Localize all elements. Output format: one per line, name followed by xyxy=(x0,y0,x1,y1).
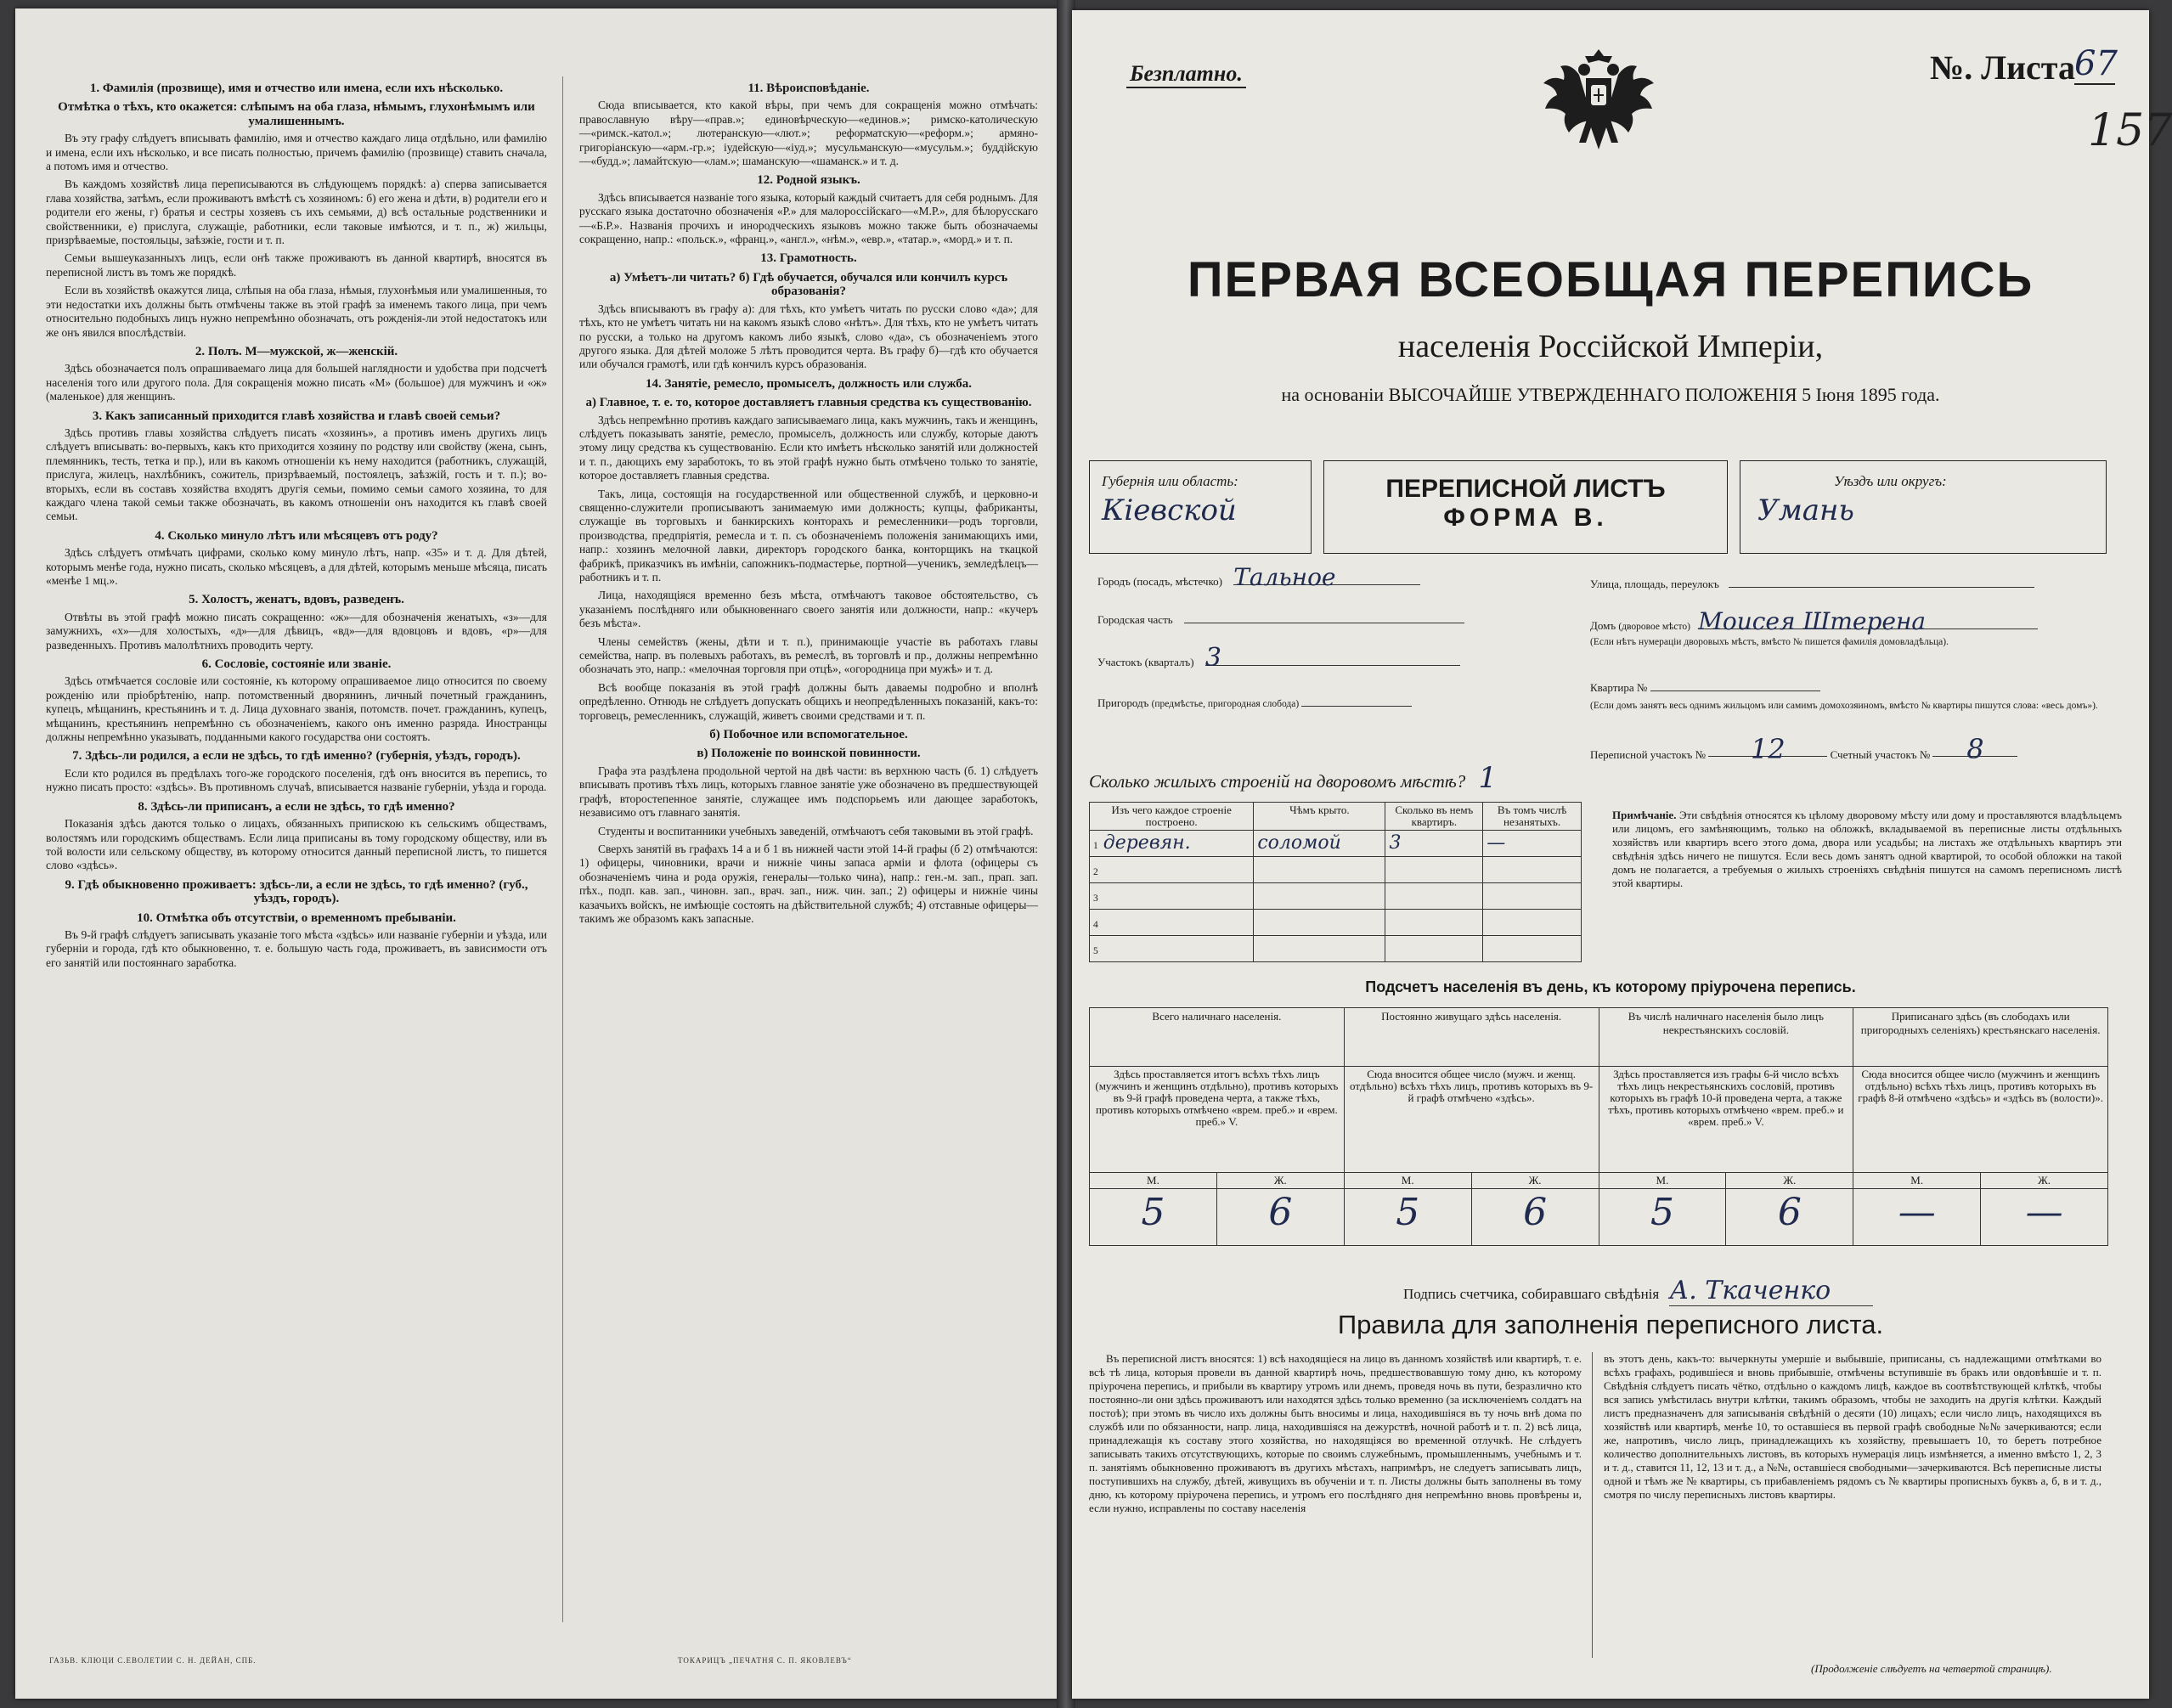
instruction-heading: Отмѣтка о тѣхъ, кто окажется: слѣпымъ на оба глаза, нѣмымъ, глухонѣмымъ или умалишеннымъ. xyxy=(58,100,535,128)
district-field xyxy=(1097,643,1539,673)
male-label: М. xyxy=(1599,1173,1726,1189)
instructions-column-2 xyxy=(579,76,1038,930)
instruction-paragraph: Здѣсь вписывается названіе того языка, который каждый считаетъ для себя роднымъ. Для русскаго языка достаточно обозначенія «Р.» для малороссійскаго—«М.Р.», для бѣлорусскаго—«Б.Р.». Названія прочихъ и инородческихъ языковъ можно также быть обозначаемы сокращенно, напр.: «польск.», «франц.», «англ.», «нѣм.», «евр.», «татар.», «морд.» и т. п. xyxy=(579,190,1038,246)
instruction-heading: 14. Занятіе, ремесло, промыселъ, должность или служба. xyxy=(645,376,973,391)
bld-roof-cell xyxy=(1254,910,1385,936)
bld-row-number: 5 xyxy=(1093,946,1098,956)
female-label: Ж. xyxy=(1726,1173,1853,1189)
instruction-heading: в) Положеніе по воинской повинности. xyxy=(697,747,921,761)
bld-empty-cell xyxy=(1483,910,1582,936)
bld-roof-handwritten: соломой xyxy=(1257,832,1341,854)
population-tally-table xyxy=(1089,1007,2108,1246)
male-count-handwritten: 5 xyxy=(1599,1189,1726,1246)
instruction-paragraph: Здѣсь противъ главы хозяйства слѣдуетъ писать «хозяинъ», а противъ именъ другихъ лицъ слѣдуетъ вписывать: во-первыхъ, какъ кто приходится хозяину по родству или свойству (жена, сынъ, племянникъ, тесть, тетка и пр.), или въ какомъ отношеніи къ нему находится (работникъ, служащій, прислуга, жилецъ, нахлѣбникъ, сожитель, призрѣваемый, постоялецъ, заѣзжій, гость и т. п.); во-вторыхъ, если въ составъ хозяйства входятъ другія семьи, помимо семьи самого хозяина, то для каждаго члена такой семьи также обозначать, въ какомъ отношеніи онъ находится къ главѣ своей семьи. xyxy=(46,426,547,523)
column-divider xyxy=(562,76,563,1622)
rules-title: Правила для заполненія переписного листа. xyxy=(1337,1310,1884,1339)
male-label: М. xyxy=(1853,1173,1981,1189)
suburb-field xyxy=(1097,696,1573,710)
buildings-row xyxy=(1090,883,1582,910)
form-title: ПЕРЕПИСНОЙ ЛИСТЪ xyxy=(1385,475,1666,503)
bld-material-cell xyxy=(1090,936,1254,962)
bld-empty-cell xyxy=(1483,936,1582,962)
bld-flats-cell xyxy=(1385,857,1483,883)
tally-column-heading: Приписанаго здѣсь (въ слободахъ или пригородныхъ селеніяхъ) крестьянскаго населенія. xyxy=(1853,1008,2108,1067)
city-part-label: Городская часть xyxy=(1097,613,1173,626)
census-district-label: Переписной участокъ № xyxy=(1590,748,1707,761)
house-field xyxy=(1590,607,2117,648)
street-field xyxy=(1590,578,2117,591)
tally-values-row xyxy=(1090,1189,2108,1246)
instruction-heading: 8. Здѣсь-ли приписанъ, а если не здѣсь, то гдѣ именно? xyxy=(138,799,455,814)
form-title-box xyxy=(1323,460,1728,554)
bld-roof-cell xyxy=(1254,857,1385,883)
gubernia-handwritten: Кіевской xyxy=(1102,493,1237,527)
gubernia-label: Губернія или область: xyxy=(1102,473,1238,489)
instruction-heading: 10. Отмѣтка объ отсутствіи, о временномъ пребываніи. xyxy=(137,910,456,925)
free-label: Безплатно. xyxy=(1126,61,1246,88)
street-label: Улица, площадь, переулокъ xyxy=(1590,578,1719,590)
instruction-paragraph: Сверхъ занятій въ графахъ 14 а и б 1 въ нижней части этой 14-й графы (б 2) отмѣчаются: 1) офицеры, чиновники, врачи и нижніе чины запаса арміи и флота (офицеры съ обозначеніемъ чина и рода оружія, генералы—только чина), напр.: ген.-м. зап., прап. зап. пѣх., подп. кав. зап., чиновн. зап., врач. зап., ниж. чин. зап.; 2) офицеры и нижніе чины казачьихъ войскъ, не имѣющіе состоять на дѣйствительной службѣ; 4) отставные офицеры—такимъ же образомъ какъ запасные. xyxy=(579,842,1038,925)
instruction-heading: а) Умѣетъ-ли читать? б) Гдѣ обучается, обучался или кончилъ курсъ образованія? xyxy=(609,270,1008,299)
tally-column-description: Здѣсь проставляется изъ графы 6-й число всѣхъ тѣхъ лицъ некрестьянскихъ сословій, противъ которыхъ въ графѣ 10-й проведена черта, а также тѣхъ, противъ которыхъ отмѣчено «врем. преб.» и «врем. преб.» V. xyxy=(1599,1067,1853,1173)
instruction-paragraph: Семьи вышеуказанныхъ лицъ, если онѣ также проживаютъ въ данной квартирѣ, вносятся въ переписной листъ въ томъ же порядкѣ. xyxy=(46,251,547,279)
buildings-question xyxy=(1089,761,1497,795)
apartment-field xyxy=(1590,681,2117,712)
instruction-heading: 9. Гдѣ обыкновенно проживаетъ: здѣсь-ли, а если не здѣсь, то гдѣ именно? (губ., уѣздъ, городъ). xyxy=(65,877,528,906)
instruction-heading: 12. Родной языкъ. xyxy=(757,173,860,188)
signature-label: Подпись счетчика, собиравшаго свѣдѣнія xyxy=(1403,1286,1660,1302)
instruction-paragraph: Студенты и воспитанники учебныхъ заведеній, отмѣчаютъ себя таковыми въ этой графѣ. xyxy=(598,824,1034,837)
instruction-paragraph: Лица, находящіяся временно безъ мѣста, отмѣчаютъ таковое обстоятельство, съ указаніемъ послѣдняго или обыкновеннаго своего занятія или должности, напр.: «кучеръ безъ мѣста». xyxy=(579,589,1038,630)
instruction-heading: 3. Какъ записанный приходится главѣ хозяйства и главѣ своей семьи? xyxy=(92,409,501,423)
census-district-handwritten: 12 xyxy=(1708,742,1827,757)
uezd-box xyxy=(1740,460,2107,554)
instruction-heading: 5. Холостъ, женатъ, вдовъ, разведенъ. xyxy=(189,593,404,607)
female-label: Ж. xyxy=(1216,1173,1344,1189)
gubernia-box xyxy=(1089,460,1312,554)
instruction-paragraph: Здѣсь вписываютъ въ графу а): для тѣхъ, кто умѣетъ читать по русски слово «да»; для тѣхъ, кто не умѣетъ читать ни на какомъ языкѣ слово «нѣтъ». Для тѣхъ, кто не умѣетъ читать по русски, а только на другомъ какомъ либо языкѣ, слово «да», съ обозначеніемъ этого другого языка. Для дѣтей моложе 5 лѣтъ проводится черта. Въ графу б)—гдѣ кто обучается или обучался грамотѣ, или гдѣ кончилъ курсъ образованія. xyxy=(579,302,1038,371)
sheet-number-label: №. Листа xyxy=(1930,48,2075,87)
buildings-table-header xyxy=(1090,803,1582,831)
female-count-handwritten: 6 xyxy=(1471,1189,1599,1246)
bld-material-cell xyxy=(1090,857,1254,883)
buildings-question-label: Сколько жилыхъ строеній на дворовомъ мѣстѣ? xyxy=(1089,771,1466,792)
city-field xyxy=(1097,563,1539,591)
bld-row-number: 2 xyxy=(1093,867,1098,877)
bld-flats-cell xyxy=(1385,831,1483,857)
bld-header-roof: Чѣмъ крыто. xyxy=(1254,803,1385,831)
bld-flats-cell xyxy=(1385,883,1483,910)
buildings-table xyxy=(1089,802,1582,962)
female-count-handwritten: — xyxy=(1981,1189,2108,1246)
female-count-handwritten: 6 xyxy=(1216,1189,1344,1246)
instruction-paragraph: Здѣсь непремѣнно противъ каждаго записываемаго лица, какъ мужчинъ, такъ и женщинъ, слѣдуетъ показывать занятіе, ремесло, промыселъ, должность или службу, которые даютъ этому лицу средства къ существованію. Если кто имѣетъ нѣсколько занятій или должностей и т. п., дающихъ ему заработокъ, то въ этой графѣ нужно быть отмѣчено только то занятіе, которое доставляетъ главныя средства. xyxy=(579,413,1038,482)
tally-column-description: Сюда вносится общее число (мужч. и женщ. отдѣльно) всѣхъ тѣхъ лицъ, противъ которыхъ въ 9-й графѣ отмѣчено «здѣсь». xyxy=(1344,1067,1599,1173)
count-district-handwritten: 8 xyxy=(1932,742,2017,757)
bld-header-empty: Въ томъ числѣ незанятыхъ. xyxy=(1483,803,1582,831)
note-title: Примѣчаніе. xyxy=(1612,809,1677,821)
rules-column-right: въ этотъ день, какъ-то: вычеркнуты умершіе и выбывшіе, приписаны, съ надлежащими отмѣтками во всѣхъ графахъ, родившіеся и вновь прибывшіе, отмѣчены вступившіе въ бракъ или овдовѣвшіе и т. п. Свѣдѣнія слѣдуетъ писать чётко, отдѣльно о каждомъ лицѣ, каждое въ соотвѣтствующей клѣткѣ, чтобы вся запись умѣстилась внутри клѣтки, такимъ образомъ, чтобы не заходить на другія клѣтки. Каждый листъ предназначенъ для записыванія свѣдѣній о десяти (10) лицахъ; если число лицъ, находящихся въ хозяйствѣ или квартирѣ, менѣе 10, то оставшіеся въ первой графѣ свободные №№ зачеркиваются; если же, напротивъ, число лицъ, принадлежащихъ къ хозяйству, превышаетъ 10, то беретъ потребное количество дополнительныхъ листовъ, въ которыхъ нумерація лицъ измѣняется, а именно вмѣсто 1, 2, 3 и т. д., ставится 11, 12, 13 и т. д., а №№, оставшіеся свободными—зачеркиваются. Всѣ переписные листы одной и тѣмъ же № квартиры, съ прибавленіемъ рядомъ съ № квартиры прописныхъ буквъ а, б, в и т. д., смотря по числу переписныхъ листовъ квартиры. xyxy=(1604,1352,2101,1501)
instruction-paragraph: Здѣсь отмѣчается сословіе или состояніе, къ которому опрашиваемое лицо относится по своему рожденію или пріобрѣтенію, напр. потомственный дворянинъ, личный почетный гражданинъ, купецъ, мѣщанинъ, крестьянинъ и т. д. Лица духовнаго званія, потомств. почет. гражданинъ, купецъ, мѣщанинъ, крестьянинъ непремѣнно съ обозначеніемъ, какого онъ именно разряда. Иностранцы должны непремѣнно указывать, подданными какого государства они состоятъ. xyxy=(46,674,547,744)
tally-table-body xyxy=(1090,1008,2108,1246)
male-count-handwritten: — xyxy=(1853,1189,1981,1246)
instructions-column-1 xyxy=(46,76,547,974)
bld-roof-cell xyxy=(1254,936,1385,962)
instruction-heading: 1. Фамилія (прозвище), имя и отчество или имена, если ихъ нѣсколько. xyxy=(89,82,504,95)
signature-field xyxy=(1403,1276,1873,1306)
buildings-row xyxy=(1090,831,1582,857)
bld-header-flats: Сколько въ немъ квартиръ. xyxy=(1385,803,1483,831)
rules-divider xyxy=(1592,1352,1593,1658)
tally-sex-row xyxy=(1090,1173,2108,1189)
printer-imprint-right: ТОКАРИЦЪ „ПЕЧАТНЯ С. П. ЯКОВЛЕВЪ“ xyxy=(678,1656,852,1665)
bld-material-handwritten: деревян. xyxy=(1103,832,1191,854)
bld-empty-cell xyxy=(1483,831,1582,857)
left-page-instructions xyxy=(15,8,1060,1699)
buildings-table-body xyxy=(1090,831,1582,962)
bld-row-number: 3 xyxy=(1093,893,1098,904)
rules-continued: (Продолженіе слѣдуетъ на четвертой страницѣ). xyxy=(1811,1662,2052,1675)
bld-material-cell xyxy=(1090,831,1254,857)
bld-roof-cell xyxy=(1254,831,1385,857)
instruction-heading: 4. Сколько минуло лѣтъ или мѣсяцевъ отъ роду? xyxy=(155,528,438,543)
instruction-paragraph: Въ каждомъ хозяйствѣ лица переписываются въ слѣдующемъ порядкѣ: а) сперва записывается глава хозяйства, затѣмъ, если проживаютъ вмѣстѣ съ хозяиномъ: б) его жена и дѣти, в) родители его и родители его жены, г) братья и сестры хозяевъ съ ихъ семьями, д) всѣ остальные родственники и свойственники, е) прислуга, служащіе, работники, если таковые имѣются, и т. п., ж) жильцы, призрѣваемые, постояльцы, заѣзжіе, гости и т. п. xyxy=(46,178,547,247)
printer-imprint-left: ГАЗЬВ. КЛЮЦИ С.ЕВОЛЕТИИ С. Н. ДЕЙАН, СПБ. xyxy=(49,1656,257,1665)
instruction-paragraph: Въ эту графу слѣдуетъ вписывать фамилію, имя и отчество каждаго лица отдѣльно, или фамилію и имена, если ихъ нѣсколько, и все писать полностью, причемъ фамилію (прозвище) ставить сначала, а потомъ имя и отчество. xyxy=(46,132,547,173)
instruction-paragraph: Сюда вписывается, кто какой вѣры, при чемъ для сокращенія можно отмѣчать: православную вѣру—«прав.»; единовѣрческую—«единов.»; римско-католическую—«римск.-катол.»; лютеранскую—«лют.»; реформатскую—«реформ.»; армяно-григоріанскую—«арм.-гр.»; іудейскую—«іуд.»; мусульманскую—«мусульм.»; буддійскую—«будд.»; ламайтскую—«лам.»; шаманскую—«шаманск.» и т. д. xyxy=(579,99,1038,168)
tally-column-description: Сюда вносится общее число (мужчинъ и женщинъ отдѣльно) всѣхъ тѣхъ лицъ, противъ которыхъ въ графѣ 8-й отмѣчено «здѣсь» и «здѣсь въ (волости)». xyxy=(1853,1067,2108,1173)
uezd-label: Уѣздъ или округъ: xyxy=(1834,473,1947,489)
district-handwritten: 3 xyxy=(1205,651,1460,666)
bld-flats-cell xyxy=(1385,936,1483,962)
female-label: Ж. xyxy=(1981,1173,2108,1189)
tally-description-row xyxy=(1090,1067,2108,1173)
instruction-paragraph: Такъ, лица, состоящія на государственной или общественной службѣ, и церковно-и священно-служители прописываютъ занимаемую ими должность; купцы, фабриканты, служащіе въ торговыхъ и банкирскихъ конторахъ и ремесленники—родъ торговли, производства, предпріятія, ремесла и т. п. съ обозначеніемъ положенія занимающихъ ими, напр.: хозяинъ мелочной лавки, директоръ городского банка, конторщикъ на ткацкой фабрикѣ, приказчикъ въ имѣніи, сапожникъ-подмастерье, портной—ученикъ, земледѣлецъ—работникъ и т. п. xyxy=(579,487,1038,583)
instruction-heading: 11. Вѣроисповѣданіе. xyxy=(748,82,870,95)
tally-column-description: Здѣсь проставляется итогъ всѣхъ тѣхъ лицъ (мужчинъ и женщинъ отдѣльно), противъ которыхъ въ 9-й графѣ проведена черта, а также тѣхъ, противъ которыхъ отмѣчено «врем. преб.» и «врем. преб.» V. xyxy=(1090,1067,1345,1173)
rules-column-left: Въ переписной листъ вносятся: 1) всѣ находящіеся на лицо въ данномъ хозяйствѣ или квартирѣ, т. е. всѣ тѣ лица, которыя провели въ данной квартирѣ ночь, предшествовавшую тому дню, къ которому пріурочена перепись, и прибыли въ квартиру утромъ или днемъ, проведя ночь въ пути, безразлично кто постоянно-ли они здѣсь проживаютъ или находятся здѣсь только временно (за исключеніемъ солдатъ на постоѣ); при этомъ въ число ихъ должны быть вносимы и лица, находившіяся въ ту ночь внѣ дома по службѣ или по обязанности, напр. лица, находившіяся на дежурствѣ, ночной работѣ и т. п. 2) всѣ лица, принадлежащія къ составу этого хозяйства, но находящіяся во временной отлучкѣ. Не слѣдуетъ записывать такихъ отсутствующихъ, которые по своимъ служебнымъ, промышленнымъ, учебнымъ и т. п. занятіямъ обыкновенно проживаютъ въ другихъ мѣстахъ, напримѣръ, не следуетъ записывать лицъ, поступившихъ на службу, дѣтей, живущихъ въ обученіи и т. п. Листы должны быть заполнены въ тому дню, къ которому пріурочена перепись, и утромъ его послѣдняго дня непремѣнно вновь провѣрены и, если нужно, исправлены по составу населенія xyxy=(1089,1352,1582,1514)
instruction-heading: б) Побочное или вспомогательное. xyxy=(709,728,908,742)
bld-flats-handwritten: 3 xyxy=(1389,832,1402,854)
bld-material-cell xyxy=(1090,910,1254,936)
census-subtitle: населенія Россійской Имперіи, xyxy=(1397,329,1824,364)
count-district-label: Счетный участокъ № xyxy=(1830,748,1931,761)
instruction-paragraph: Здѣсь слѣдуетъ отмѣчать цифрами, сколько кому минуло лѣтъ, напр. «35» и т. д. Для дѣтей, которымъ менѣе года, нужно писать, сколько мѣсяцевъ, а для дѣтей, которымъ меньше мѣсяца, писать «менѣе 1 мц.». xyxy=(46,546,547,587)
apartment-label: Квартира № xyxy=(1590,681,1648,694)
house-note-2: (Если нѣтъ нумераціи дворовыхъ мѣстъ, вмѣсто № пишется фамилія домовладѣльца). xyxy=(1590,637,1949,647)
male-label: М. xyxy=(1344,1173,1471,1189)
right-page-census-form xyxy=(1072,10,2172,1699)
sheet-number-handwritten: 67 xyxy=(2074,44,2118,83)
male-label: М. xyxy=(1090,1173,1217,1189)
city-handwritten: Тальное xyxy=(1233,571,1420,585)
buildings-row xyxy=(1090,936,1582,962)
suburb-note: (предмѣстье, пригородная слобода) xyxy=(1151,699,1300,709)
instruction-paragraph: Члены семействъ (жены, дѣти и т. п.), принимающіе участіе въ работахъ главы семейства, напр. въ полевыхъ работахъ, въ ремеслѣ, въ торговлѣ и пр., должны непремѣнно обозначать это, напр.: «мелочная торговля при отцѣ», «огородница при мужѣ» и т. д. xyxy=(579,634,1038,676)
instruction-paragraph: Показанія здѣсь даются только о лицахъ, обязанныхъ припискою къ сельскимъ обществамъ, волостямъ или городскимъ обществамъ. Если лица приписаны въ тому городскому обществу, или въ той волости или сельскому обществу, въ которому относится данный переписной листъ, то пишется слово «здѣсь». xyxy=(46,817,547,872)
city-label: Городъ (посадъ, мѣстечко) xyxy=(1097,575,1222,588)
bld-empty-handwritten: — xyxy=(1487,832,1506,854)
buildings-note xyxy=(1612,809,2122,890)
note-text: Эти свѣдѣнія относятся къ цѣлому дворовому мѣсту или дому и проставляются владѣльцемъ или лицомъ, его замѣняющимъ, только на обложкѣ, вкладываемой въ переписные листы отдѣльныхъ хозяйствъ или квартиръ всего этого дома, двора или усадьбы; на листахъ же отдѣльныхъ квартиръ эти свѣдѣнія здѣсь ничего не пишутся. Если весь домъ занятъ одной квартирой, то особой обложки на такой домъ не полагается, а требуемыя о жилыхъ строеніяхъ свѣдѣнія пишутся на самомъ переписномъ листѣ этой квартиры. xyxy=(1612,809,2123,889)
tally-column-heading: Всего наличнаго населенія. xyxy=(1090,1008,1345,1067)
bld-roof-cell xyxy=(1254,883,1385,910)
instruction-paragraph: Если въ хозяйствѣ окажутся лица, слѣпыя на оба глаза, нѣмыя, глухонѣмыя или умалишенныя, то эти недостатки ихъ должны быть отмѣчены также въ этой графѣ за именемъ такого лица, при чемъ относительно подобныхъ лицъ нужно непремѣнно обозначать, отъ рожденія-ли этой недостатокъ или же онъ явился впослѣдствіи. xyxy=(46,284,547,339)
instruction-paragraph: Отвѣты въ этой графѣ можно писать сокращенно: «ж»—для обозначенія женатыхъ, «з»—для замужнихъ, «х»—для холостыхъ, «д»—для дѣвицъ, «вд»—для вдовцовъ и вдовъ, «р»—для разведенныхъ. Противъ малолѣтнихъ проводить черту. xyxy=(46,610,547,651)
instruction-paragraph: Всѣ вообще показанія въ этой графѣ должны быть даваемы подробно и вполнѣ опредѣленно. Отнюдь не слѣдуетъ допускать общихъ и неопредѣленныхъ показаній, какъ-то: торговецъ, ремесленникъ, служащій, живетъ своими средствами и т. п. xyxy=(579,680,1038,722)
house-label: Домъ xyxy=(1590,619,1616,632)
instruction-heading: 7. Здѣсь-ли родился, а если не здѣсь, то гдѣ именно? (губернія, уѣздъ, городъ). xyxy=(72,749,521,764)
bld-flats-cell xyxy=(1385,910,1483,936)
bld-row-number: 1 xyxy=(1093,841,1098,851)
archive-page-number-handwritten: 157 xyxy=(2088,105,2172,156)
uezd-handwritten: Умань xyxy=(1757,493,1854,527)
instruction-paragraph: Если кто родился въ предѣлахъ того-же городского поселенія, гдѣ онъ вносится въ перепись, то нужно писать просто: «здѣсь». Въ противномъ случаѣ, вписывается названіе губерніи, уѣзда и города. xyxy=(46,766,547,794)
imperial-eagle-emblem xyxy=(1535,41,1662,168)
buildings-handwritten: 1 xyxy=(1478,761,1498,795)
form-subtitle: ФОРМА В. xyxy=(1443,504,1608,532)
city-part-field xyxy=(1097,613,1539,627)
legal-basis: на основаніи ВЫСОЧАЙШЕ УТВЕРЖДЕННАГО ПОЛОЖЕНІЯ 5 Іюня 1895 года. xyxy=(1281,384,1940,405)
house-handwritten: Моисея Штерена xyxy=(1698,615,2038,629)
tally-header-row xyxy=(1090,1008,2108,1067)
tally-column-heading: Въ числѣ наличнаго населенія было лицъ некрестьянскихъ сословій. xyxy=(1599,1008,1853,1067)
bld-row-number: 4 xyxy=(1093,920,1098,930)
instruction-paragraph: Въ 9-й графѣ слѣдуетъ записывать указаніе того мѣста «здѣсь» или названіе губерніи и уѣзда, или губерніи и города, гдѣ кто обыкновенно, т. е. большую часть года, проживаетъ, въ зависимости отъ его занятій или постояннаго заработка. xyxy=(46,927,547,969)
female-label: Ж. xyxy=(1471,1173,1599,1189)
instruction-heading: 13. Грамотность. xyxy=(760,251,857,266)
house-note: (дворовое мѣсто) xyxy=(1618,622,1690,632)
male-count-handwritten: 5 xyxy=(1090,1189,1217,1246)
suburb-label: Пригородъ xyxy=(1097,696,1149,709)
instruction-heading: 2. Полъ. М—мужской, ж—женскій. xyxy=(195,344,398,358)
bld-empty-cell xyxy=(1483,857,1582,883)
buildings-row xyxy=(1090,910,1582,936)
district-label: Участокъ (кварталъ) xyxy=(1097,656,1194,668)
instruction-heading: 6. Сословіе, состояніе или званіе. xyxy=(201,657,392,672)
apartment-note: (Если домъ занятъ весь однимъ жильцомъ или самимъ домохозяиномъ, вмѣсто № квартиры пишутся слова: «весь домъ»). xyxy=(1590,701,2098,711)
buildings-row xyxy=(1090,857,1582,883)
tally-column-heading: Постоянно живущаго здѣсь населенія. xyxy=(1344,1008,1599,1067)
female-count-handwritten: 6 xyxy=(1726,1189,1853,1246)
tally-title: Подсчетъ населенія въ день, къ которому пріурочена перепись. xyxy=(1365,978,1856,995)
male-count-handwritten: 5 xyxy=(1344,1189,1471,1246)
census-district-field xyxy=(1590,733,2134,765)
instruction-paragraph: Графа эта раздѣлена продольной чертой на двѣ части: въ верхнюю часть (б. 1) слѣдуетъ вписывать противъ тѣхъ лицъ, которыхъ главное занятіе уже обозначено въ предшествующей графѣ, второстепенное занятіе, служащее имъ подспорьемъ или дающее заработокъ, независимо отъ главнаго занятія. xyxy=(579,764,1038,820)
bld-material-cell xyxy=(1090,883,1254,910)
instruction-paragraph: Здѣсь обозначается полъ опрашиваемаго лица для большей наглядности и удобства при подсчетѣ населенія того или другого пола. Для сокращенія можно писать «М» (большое) для мужчинъ и «ж» (маленькое) для женщинъ. xyxy=(46,362,547,403)
signature-handwritten: А. Ткаченко xyxy=(1669,1276,1873,1306)
census-title: ПЕРВАЯ ВСЕОБЩАЯ ПЕРЕПИСЬ xyxy=(1187,252,2034,307)
instruction-heading: а) Главное, т. е. то, которое доставляетъ главныя средства къ существованію. xyxy=(585,396,1032,410)
bld-empty-cell xyxy=(1483,883,1582,910)
bld-header-material: Изъ чего каждое строеніе построено. xyxy=(1090,803,1254,831)
